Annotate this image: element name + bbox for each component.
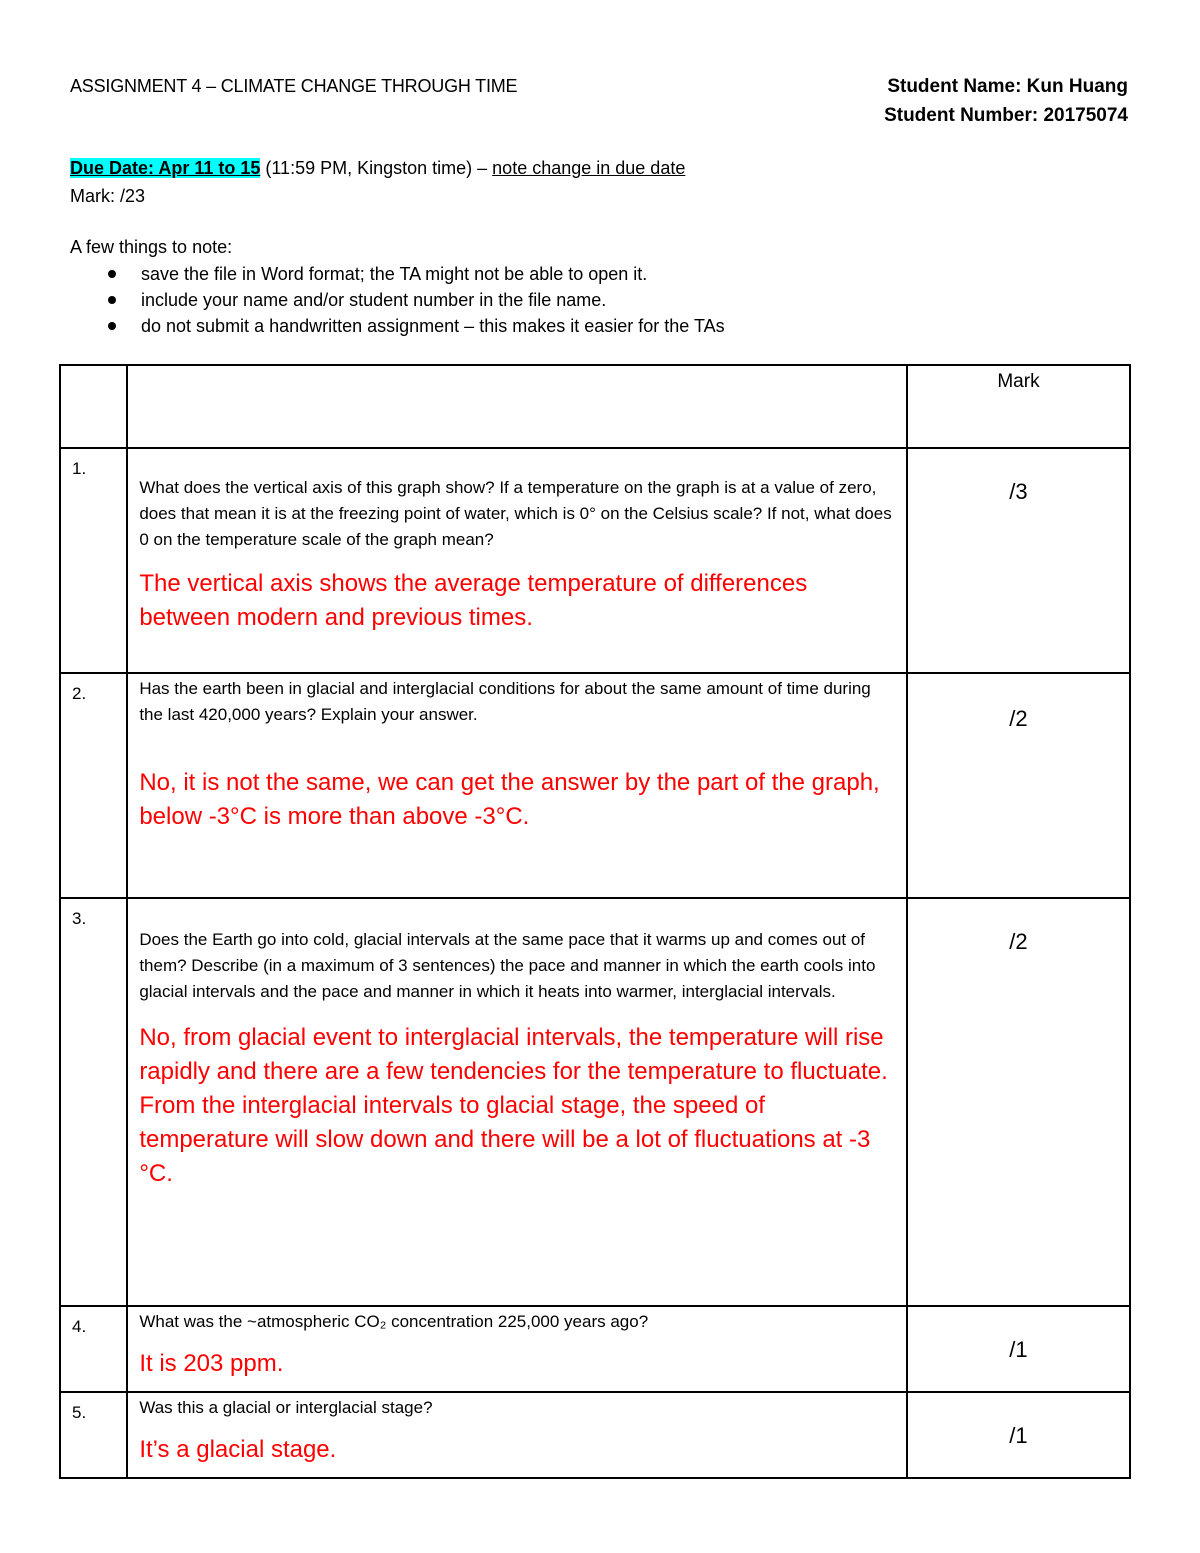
answer-text: No, it is not the same, we can get the answer by the part of the graph, below -3°C is more than above -3°C. <box>139 769 880 830</box>
assignment-title: ASSIGNMENT 4 – CLIMATE CHANGE THROUGH TIME <box>70 76 518 96</box>
answer-text: No, from glacial event to interglacial intervals, the temperature will rise rapidly and there are a few tendencies for the temperature to fluctuate. From the interglacial intervals to glacial stage, the speed of temperature will slow down and there will be a lot of fluctuations at -3 °C. <box>139 1024 888 1187</box>
student-number: Student Number: 20175074 <box>884 105 1128 126</box>
total-mark: Mark: /23 <box>70 186 146 206</box>
question-number: 1. <box>72 459 87 478</box>
question-number: 2. <box>72 684 87 703</box>
bullet-icon <box>108 270 116 278</box>
question-mark: /1 <box>1009 1337 1028 1362</box>
answer-text: It is 203 ppm. <box>139 1350 284 1377</box>
due-date-time: (11:59 PM, Kingston time) – <box>260 158 493 178</box>
question-number: 4. <box>72 1317 87 1336</box>
due-date-line <box>70 158 685 179</box>
question-text: What was the ~atmospheric CO₂ concentration 225,000 years ago? <box>139 1312 649 1331</box>
student-name: Student Name: Kun Huang <box>887 76 1128 97</box>
notes-list <box>100 263 725 341</box>
answer-text: It’s a glacial stage. <box>139 1436 337 1463</box>
table-row <box>60 1392 1130 1478</box>
table-row <box>60 448 1130 673</box>
note-text: do not submit a handwritten assignment – this makes it easier for the TAs <box>141 316 725 336</box>
header-question-cell <box>127 365 907 448</box>
bullet-icon <box>108 322 116 330</box>
note-text: include your name and/or student number in the file name. <box>141 290 607 310</box>
list-item <box>100 289 725 315</box>
question-text: Was this a glacial or interglacial stage? <box>139 1398 433 1417</box>
question-number: 3. <box>72 909 87 928</box>
header-mark-cell <box>907 365 1130 448</box>
question-mark: /3 <box>1009 479 1028 504</box>
table-header-row <box>60 365 1130 448</box>
notes-title: A few things to note: <box>70 237 233 257</box>
question-text: Has the earth been in glacial and interglacial conditions for about the same amount of time during the last 420,000 years? Explain your answer. <box>139 679 871 724</box>
question-number: 5. <box>72 1403 87 1422</box>
table-row <box>60 673 1130 898</box>
table-row <box>60 1306 1130 1392</box>
list-item <box>100 315 725 341</box>
question-mark: /1 <box>1009 1423 1028 1448</box>
header-num-cell <box>60 365 127 448</box>
question-text: What does the vertical axis of this graph show? If a temperature on the graph is at a value of zero, does that mean it is at the freezing point of water, which is 0° on the Celsius scale? If not, what does 0 on the temperature scale of the graph mean? <box>139 478 892 549</box>
mark-column-header: Mark <box>997 371 1040 392</box>
table-row <box>60 898 1130 1306</box>
questions-table <box>59 364 1131 1479</box>
question-text: Does the Earth go into cold, glacial intervals at the same pace that it warms up and comes out of them? Describe (in a maximum of 3 sentences) the pace and manner in which the earth cools into glacial intervals and the pace and manner in which it heats into warmer, interglacial intervals. <box>139 930 876 1001</box>
due-date-highlight: Due Date: Apr 11 to 15 <box>70 158 261 178</box>
answer-text: The vertical axis shows the average temperature of differences between modern and previous times. <box>139 570 808 631</box>
list-item <box>100 263 725 289</box>
note-text: save the file in Word format; the TA might not be able to open it. <box>141 264 648 284</box>
question-mark: /2 <box>1009 929 1028 954</box>
bullet-icon <box>108 296 116 304</box>
due-date-note: note change in due date <box>492 158 686 178</box>
question-mark: /2 <box>1009 706 1028 731</box>
